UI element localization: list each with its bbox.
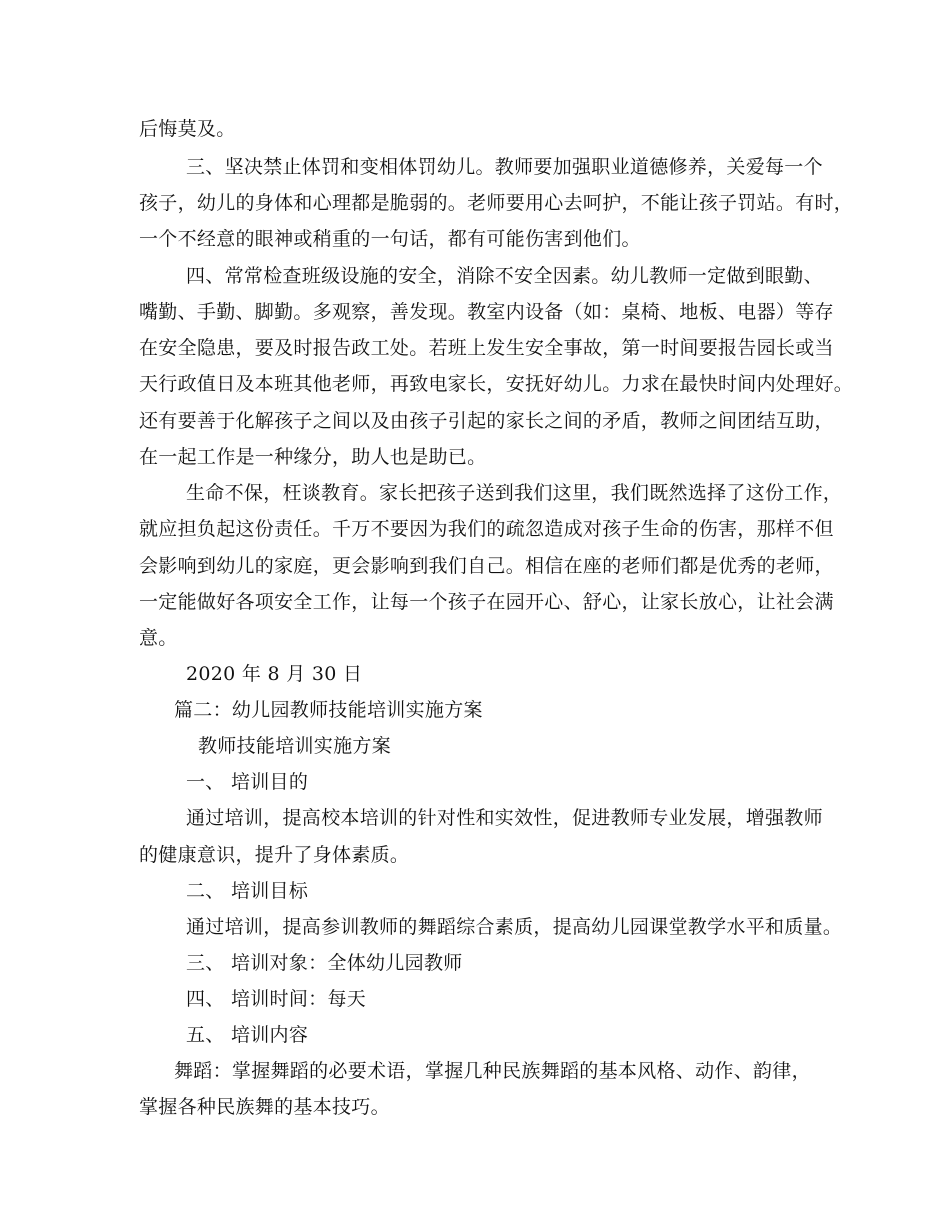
text-line: 一个不经意的眼神或稍重的一句话，都有可能伤害到他们。	[139, 228, 641, 250]
section-title: 篇二：幼儿园教师技能培训实施方案	[174, 699, 483, 721]
text-line: 孩子，幼儿的身体和心理都是脆弱的。老师要用心去呵护，不能让孩子罚站。有时，	[139, 192, 854, 214]
heading-2: 二、 培训目标	[186, 880, 309, 902]
text-line: 生命不保，枉谈教育。家长把孩子送到我们这里，我们既然选择了这份工作，	[186, 482, 843, 504]
text-line: 嘴勤、手勤、脚勤。多观察，善发现。教室内设备（如：桌椅、地板、电器）等存	[139, 301, 834, 323]
text-line: 还有要善于化解孩子之间以及由孩子引起的家长之间的矛盾，教师之间团结互助，	[139, 410, 834, 432]
text-line: 意。	[139, 627, 178, 649]
heading-3: 三、 培训对象：全体幼儿园教师	[186, 952, 463, 974]
text-line: 掌握各种民族舞的基本技巧。	[139, 1096, 390, 1118]
text-line: 三、坚决禁止体罚和变相体罚幼儿。教师要加强职业道德修养，关爱每一个	[186, 156, 823, 178]
text-line: 就应担负起这份责任。千万不要因为我们的疏忽造成对孩子生命的伤害，那样不但	[139, 518, 834, 540]
text-line: 会影响到幼儿的家庭，更会影响到我们自己。相信在座的老师们都是优秀的老师，	[139, 555, 834, 577]
text-line: 通过培训，提高校本培训的针对性和实效性，促进教师专业发展，增强教师	[186, 807, 823, 829]
text-line: 在安全隐患，要及时报告政工处。若班上发生安全事故，第一时间要报告园长或当	[139, 337, 834, 359]
text-line: 在一起工作是一种缘分，助人也是助已。	[139, 446, 487, 468]
text-line: 后悔莫及。	[139, 118, 236, 140]
date-line: 2020 年 8 月 30 日	[186, 663, 363, 685]
text-line: 舞蹈：掌握舞蹈的必要术语，掌握几种民族舞蹈的基本风格、动作、韵律，	[174, 1060, 811, 1082]
heading-4: 四、 培训时间：每天	[186, 988, 367, 1010]
heading-5: 五、 培训内容	[186, 1024, 309, 1046]
text-line: 一定能做好各项安全工作，让每一个孩子在园开心、舒心，让家长放心，让社会满	[139, 591, 834, 613]
text-line: 的健康意识，提升了身体素质。	[139, 844, 410, 866]
text-line: 通过培训，提高参训教师的舞蹈综合素质，提高幼儿园课堂教学水平和质量。	[186, 916, 843, 938]
text-line: 四、常常检查班级设施的安全，消除不安全因素。幼儿教师一定做到眼勤、	[186, 265, 823, 287]
plan-title: 教师技能培训实施方案	[198, 735, 392, 757]
text-line: 天行政值日及本班其他老师，再致电家长，安抚好幼儿。力求在最快时间内处理好。	[139, 373, 854, 395]
heading-1: 一、 培训目的	[186, 771, 309, 793]
